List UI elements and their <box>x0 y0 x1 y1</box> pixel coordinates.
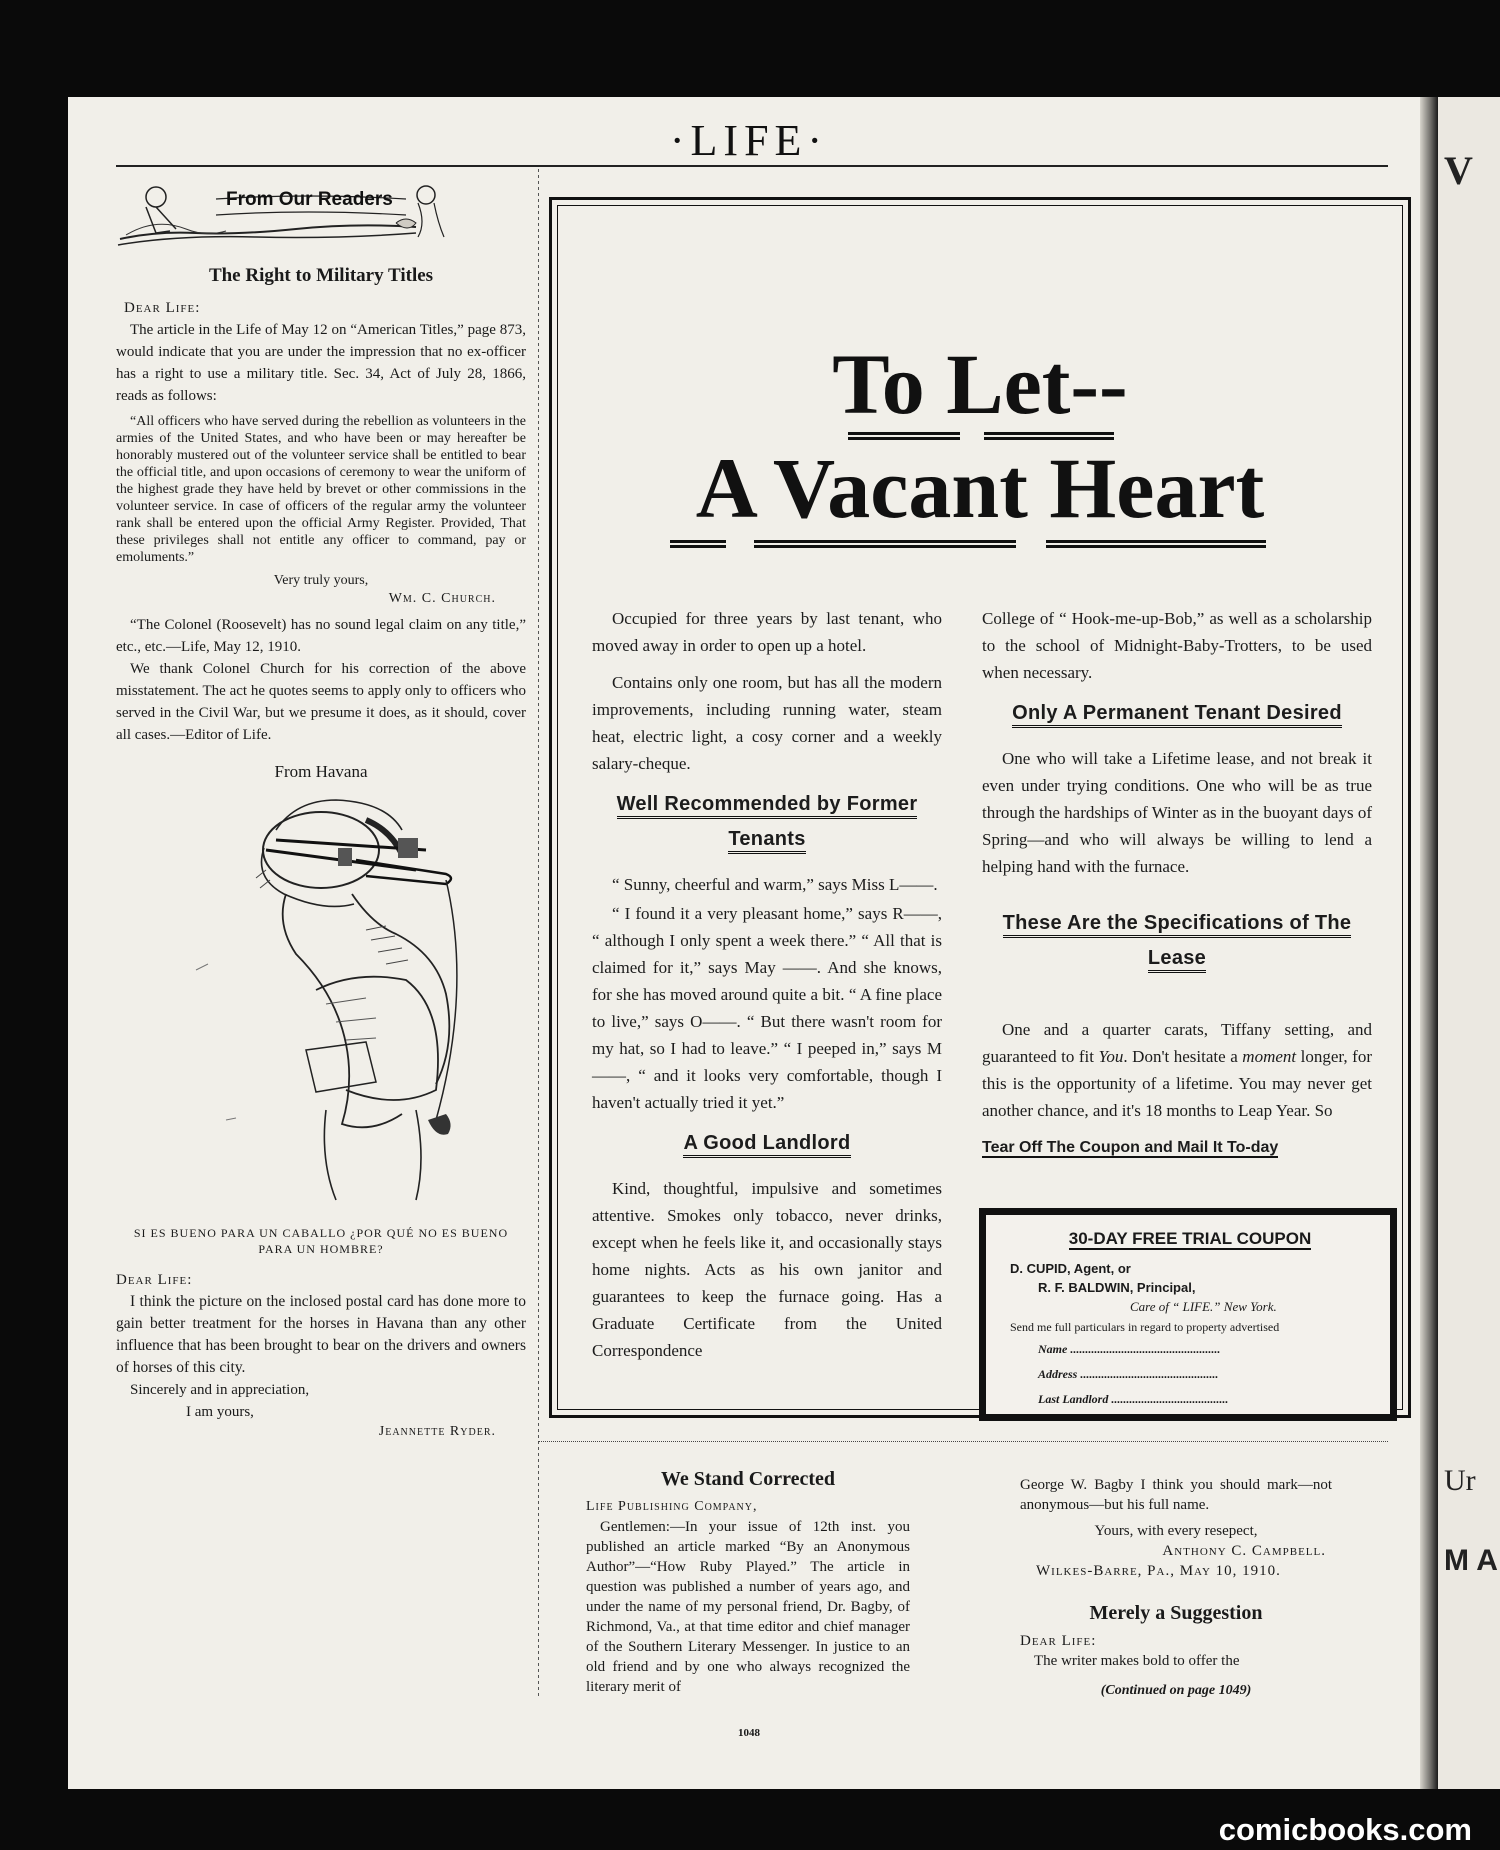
reader-banner-illustration <box>116 175 446 253</box>
magazine-page <box>68 97 1430 1789</box>
adjacent-page-fragment: M A <box>1444 1544 1498 1577</box>
trial-coupon <box>979 1208 1397 1421</box>
correction-place: Wilkes-Barre, Pa., May 10, 1910. <box>1036 1563 1281 1579</box>
page-gutter <box>1420 97 1438 1789</box>
adjacent-page-edge <box>1438 97 1500 1789</box>
ad-paragraph: College of “ Hook-me-up-Bob,” as well as a scholarship to the school of Midnight-Baby-Trotters, to be used when necessary. <box>982 609 1372 682</box>
last-landlord-field[interactable]: Last Landlord ....................................... <box>1038 1392 1229 1406</box>
coupon-line: Care of “ LIFE.” New York. <box>1130 1299 1277 1314</box>
addressee: Life Publishing Company, <box>586 1499 758 1514</box>
illustration-heading: From Havana <box>274 762 368 781</box>
closing: Very truly yours, <box>273 573 369 588</box>
letter-paragraph: The article in the Life of May 12 on “American Titles,” page 873, would indicate that you are under the impression that no ex-officer has a right to use a military title. Sec. 34, Act of July 28, 1866, reads as follows: <box>116 322 526 404</box>
column-divider <box>538 169 539 1697</box>
readers-column <box>116 175 526 1441</box>
ad-paragraph: “ Sunny, cheerful and warm,” says Miss L——. <box>612 875 938 894</box>
havana-signature: Jeannette Ryder. <box>378 1424 496 1439</box>
quoted-act: “All officers who have served during the rebellion as volunteers in the armies of the United States, and who have been or may hereafter be honorably mustered out of the volunteer service shall be entitled to bear the official title, and upon occasions of ceremony to wear the uniform of the highest grade they have held by brevet or other commissions in the volunteer service. In case of officers of the regular army the volunteer rank shall be entered upon the official Army Register. Provided, That these privileges shall not entitle any officer to command, pay or emoluments.” <box>116 414 526 565</box>
havana-closing-2: I am yours, <box>186 1404 254 1420</box>
ad-paragraph: Contains only one room, but has all the modern improvements, including running water, steam heat, electric light, a cosy corner and a weekly salary-cheque. <box>592 673 942 773</box>
ad-paragraph: Kind, thoughtful, impulsive and sometimes attentive. Smokes only tobacco, never drinks, except when he feels like it, and occasionally stays home nights. Acts as his own janitor and guarantees to keep the furnace going. Has a Graduate Certificate from the United Correspondence <box>592 1179 942 1360</box>
running-head: ·LIFE· <box>669 116 829 165</box>
ad-title-line-1: To Let-- <box>832 336 1128 432</box>
coupon-title: 30-DAY FREE TRIAL COUPON <box>1068 1229 1312 1248</box>
ad-paragraph: One and a quarter carats, Tiffany setting, and guaranteed to fit You. Don't hesitate a moment longer, for this is the opportunity of a lifetime. You may never get another chance, and it's 18 months to Leap Year. So <box>982 1020 1373 1120</box>
adjacent-page-fragment: V <box>1444 148 1473 193</box>
ad-paragraph: One who will take a Lifetime lease, and not break it even under trying conditions. One who will be as true through the hardships of Winter as in the buoyant days of Spring—and who will always be willing to lend a helping hand with the furnace. <box>982 749 1372 876</box>
correction-signature: Anthony C. Campbell. <box>1162 1543 1326 1559</box>
suggestion-heading: Merely a Suggestion <box>1089 1602 1263 1624</box>
ad-paragraph: Occupied for three years by last tenant, who moved away in order to open up a hotel. <box>592 609 942 655</box>
title-underline <box>984 432 1114 440</box>
title-underline <box>848 432 960 440</box>
head-rule <box>116 165 1388 167</box>
salutation-2: Dear Life: <box>116 1272 193 1288</box>
name-field[interactable]: Name .................................................. <box>1038 1342 1221 1356</box>
letter-title: The Right to Military Titles <box>208 265 434 286</box>
title-underline <box>754 540 1016 548</box>
scan-background-left <box>0 0 68 1850</box>
ad-column-1 <box>592 605 942 1374</box>
signature: Wm. C. Church. <box>388 591 496 606</box>
ad-subhead: A Good Landlord <box>592 1126 942 1161</box>
havana-closing: Sincerely and in appreciation, <box>130 1382 310 1398</box>
coupon-line: R. F. BALDWIN, Principal, <box>1038 1280 1196 1295</box>
suggestion-salutation: Dear Life: <box>1020 1633 1097 1649</box>
correction-letter: Gentlemen:—In your issue of 12th inst. you published an article marked “By an Anonymous Author”—“How Ruby Played.” The article in question was published a number of years ago, and under the name of my personal friend, Dr. Bagby, of Richmond, Va., at that time editor and chief manager of the Southern Literary Messenger. In justice to an old friend and by one who always recognized the literary merit of <box>586 1519 910 1695</box>
correction-column <box>586 1469 910 1697</box>
continued-note: (Continued on page 1049) <box>1100 1683 1252 1698</box>
editor-reply: We thank Colonel Church for his correction of the above misstatement. The act he quotes seems to apply only to officers who served in the Civil War, but we presume it does, as it should, cover all cases.—Editor of Life. <box>116 661 526 743</box>
editor-quote: “The Colonel (Roosevelt) has no sound legal claim on any title,” etc., etc.—Life, May 12, 1910. <box>116 617 526 655</box>
title-underline <box>670 540 726 548</box>
title-underline <box>1046 540 1266 548</box>
ad-column-2 <box>982 605 1372 1161</box>
watermark: comicbooks.com <box>1218 1812 1472 1847</box>
ad-paragraph: “ I found it a very pleasant home,” says R——, “ although I only spent a week there.” “ All that is claimed for it,” says May ——. And she knows, for she has moved around quite a bit. “ A fine place to live,” says O——. “ But there wasn't room for my hat, so I had to leave.” “ I peeped in,” says M——, “ and it looks very comfortable, though I haven't actually tried it yet.” <box>592 904 942 1112</box>
page-number: 1048 <box>738 1727 760 1739</box>
suggestion-paragraph: The writer makes bold to offer the <box>1034 1653 1240 1669</box>
correction-closing: Yours, with every resepect, <box>1094 1523 1258 1539</box>
correction-continued-column <box>1020 1475 1332 1701</box>
adjacent-page-fragment: Ur <box>1444 1464 1476 1497</box>
address-field[interactable]: Address .............................................. <box>1038 1367 1219 1381</box>
illustration-caption: SI ES BUENO PARA UN CABALLO ¿POR QUÉ NO ES BUENO PARA UN HOMBRE? <box>133 1226 509 1256</box>
section-rule <box>538 1441 1388 1442</box>
salutation: Dear Life: <box>124 300 201 316</box>
ad-subhead: Only A Permanent Tenant Desired <box>982 696 1372 731</box>
man-with-horse-bit-illustration <box>116 790 526 1210</box>
havana-letter: I think the picture on the inclosed postal card has done more to gain better treatment for the horses in Havana than any other influence that has been brought to bear on the drivers and owners of horses of this city. <box>116 1293 526 1376</box>
correction-heading: We Stand Corrected <box>660 1468 836 1490</box>
ad-title-line-2: A Vacant Heart <box>695 440 1265 536</box>
ad-subhead: Well Recommended by Former Tenants <box>592 787 942 857</box>
correction-letter-continued: George W. Bagby I think you should mark—not anonymous—but his full name. <box>1020 1477 1332 1513</box>
readers-banner <box>116 175 526 255</box>
coupon-line: Send me full particulars in regard to property advertised <box>1010 1320 1280 1334</box>
ad-subhead: These Are the Specifications of The Lease <box>982 906 1372 976</box>
tear-off-instruction: Tear Off The Coupon and Mail It To-day <box>982 1139 1279 1156</box>
coupon-line: D. CUPID, Agent, or <box>1010 1261 1131 1276</box>
banner-title: From Our Readers <box>226 189 393 210</box>
